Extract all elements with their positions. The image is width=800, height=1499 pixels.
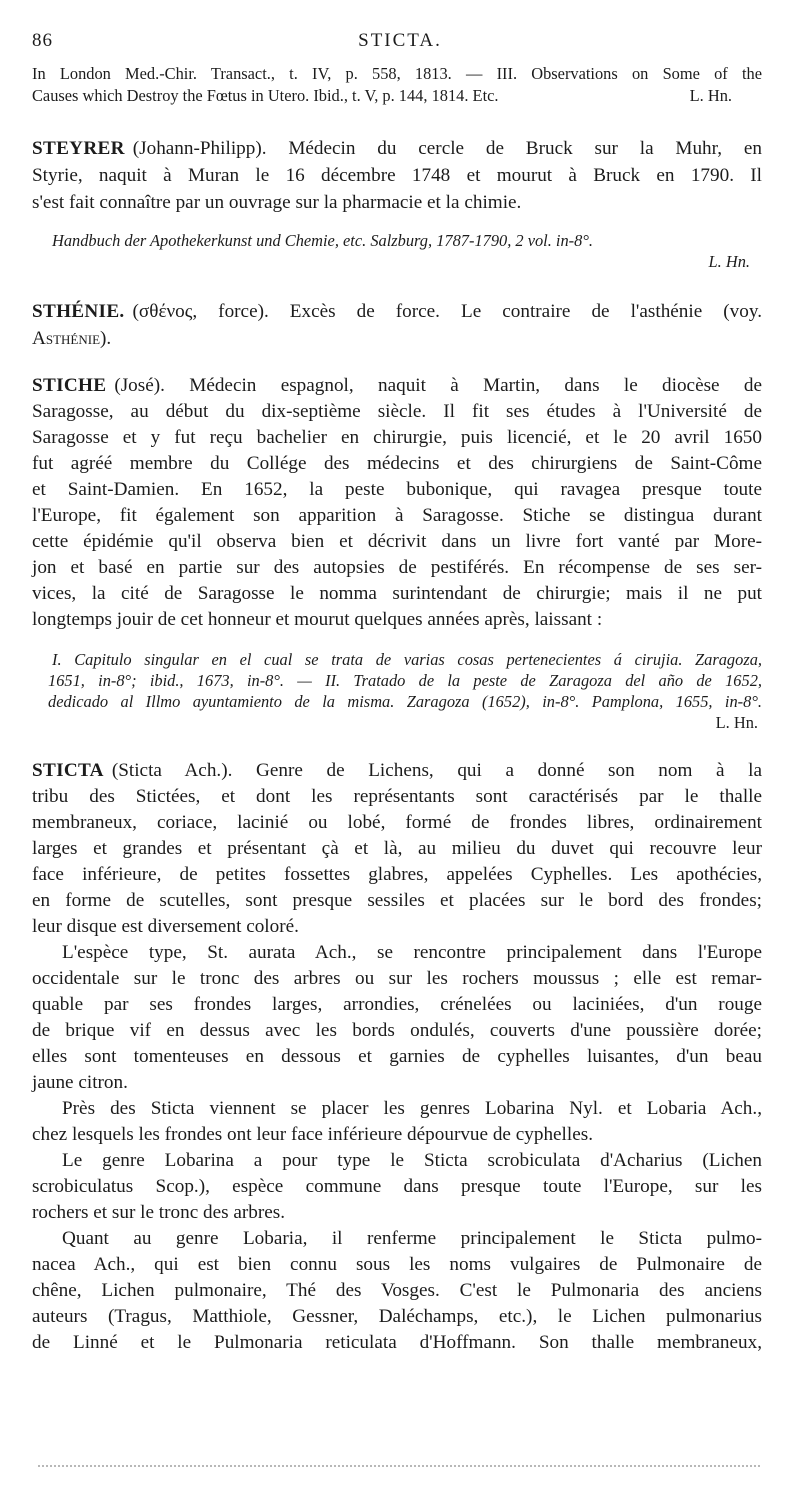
- text-line: (Johann-Philipp). Médecin du cercle de Bruck sur la Muhr, en: [132, 138, 762, 159]
- text-line: jaune citron.: [32, 1072, 128, 1093]
- text-line: longtemps jouir de cet honneur et mourut quelques années après, laissant :: [32, 609, 603, 630]
- text-line: Quant au genre Lobaria, il renferme principalement le Sticta pulmo-: [62, 1228, 762, 1249]
- text-line: quable par ses frondes larges, arrondies, crénelées ou laciniées, d'un rouge: [32, 994, 762, 1015]
- text-line: vices, la cité de Saragosse le nomma surintendant de chirurgie; mais il ne put: [32, 583, 762, 604]
- text-line: de Linné et le Pulmonaria reticulata d'Hoffmann. Son thalle membraneux,: [32, 1332, 762, 1353]
- text-line: Près des Sticta viennent se placer les genres Lobarina Nyl. et Lobaria Ach.,: [62, 1098, 762, 1119]
- text-line: chêne, Lichen pulmonaire, Thé des Vosges. C'est le Pulmonaria des anciens: [32, 1280, 762, 1301]
- bottom-dotted-rule: [38, 1465, 760, 1467]
- text-line: et Saint-Damien. En 1652, la peste bubonique, qui ravagea presque toute: [32, 479, 762, 500]
- text-line: dedicado al Illmo ayuntamiento de la misma. Zaragoza (1652), in-8°. Pamplona, 1655, in-8°.: [48, 692, 762, 711]
- running-head: [32, 30, 768, 58]
- text-line: Asthénie).: [32, 328, 112, 349]
- text-line: jon et basé en partie sur des autopsies de pestiférés. En récompense de ses ser-: [32, 557, 762, 578]
- text-line: en forme de scutelles, sont presque sessiles et placées sur le bord des frondes;: [32, 890, 762, 911]
- text-line: I. Capitulo singular en el cual se trata de varias cosas pertenecientes á cirujia. Zaragoza,: [52, 650, 762, 669]
- text-line: occidentale sur le tronc des arbres ou sur les rochers moussus ; elle est remar-: [32, 968, 762, 989]
- text-line: fut agréé membre du Collége des médecins et des chirurgiens de Saint-Côme: [32, 453, 762, 474]
- text-line: leur disque est diversement coloré.: [32, 916, 299, 937]
- text-line: elles sont tomenteuses en dessous et garnies de cyphelles luisantes, d'un beau: [32, 1046, 762, 1067]
- text-line: L'espèce type, St. aurata Ach., se rencontre principalement dans l'Europe: [62, 942, 762, 963]
- text-line: scrobiculatus Scop.), espèce commune dans presque toute l'Europe, sur les: [32, 1176, 762, 1197]
- text-line: de brique vif en dessus avec les bords ondulés, couverts d'une poussière dorée;: [32, 1020, 762, 1041]
- text-line: In London Med.-Chir. Transact., t. IV, p. 558, 1813. — III. Observations on Some of the: [32, 64, 762, 83]
- entry-headword: STICHE: [32, 375, 107, 396]
- signature: L. Hn.: [715, 713, 758, 732]
- text-line: nacea Ach., qui est bien connu sous les noms vulgaires de Pulmonaire de: [32, 1254, 762, 1275]
- text-line: (Sticta Ach.). Genre de Lichens, qui a donné son nom à la: [111, 760, 762, 781]
- text-line: Saragosse et y fut reçu bachelier en chirurgie, puis licencié, et le 20 avril 1650: [32, 427, 762, 448]
- text-line: rochers et sur le tronc des arbres.: [32, 1202, 286, 1223]
- text-line: Le genre Lobarina a pour type le Sticta scrobiculata d'Acharius (Lichen: [62, 1150, 762, 1171]
- text-line: Causes which Destroy the Fœtus in Utero. Ibid., t. V, p. 144, 1814. Etc.: [32, 86, 499, 105]
- signature: L. Hn.: [708, 252, 750, 271]
- entry-headword: STEYRER: [32, 138, 125, 159]
- text-line: membraneux, coriace, lacinié ou lobé, formé de frondes libres, ordinairement: [32, 812, 762, 833]
- text-line: chez lesquels les frondes ont leur face inférieure dépourvue de cyphelles.: [32, 1124, 593, 1145]
- signature: L. Hn.: [689, 86, 732, 105]
- text-line: s'est fait connaître par un ouvrage sur la pharmacie et la chimie.: [32, 192, 522, 213]
- text-line: Saragosse, au début du dix-septième siècle. Il fit ses études à l'Université de: [32, 401, 762, 422]
- entry-headword: STICTA: [32, 760, 104, 781]
- page-number: 86: [32, 30, 53, 51]
- text-line: Styrie, naquit à Muran le 16 décembre 1748 et mourut à Bruck en 1790. Il: [32, 165, 762, 186]
- text-line: cette épidémie qu'il observa bien et décrivit dans un livre fort vanté par More-: [32, 531, 762, 552]
- text-line: (σθένος, force). Excès de force. Le contraire de l'asthénie (voy.: [132, 301, 762, 322]
- text-line: face inférieure, de petites fossettes glabres, appelées Cyphelles. Les apothécies,: [32, 864, 762, 885]
- text-line: 1651, in-8°; ibid., 1673, in-8°. — II. Tratado de la peste de Zaragoza del año de 1652,: [48, 671, 762, 690]
- text-line: (José). Médecin espagnol, naquit à Martin, dans le diocèse de: [114, 375, 762, 396]
- running-title: STICTA.: [358, 30, 442, 51]
- text-line: l'Europe, fit également son apparition à Saragosse. Stiche se distingua durant: [32, 505, 762, 526]
- text-line: larges et grandes et présentant çà et là, au milieu du duvet qui recouvre leur: [32, 838, 762, 859]
- text-line: tribu des Stictées, et dont les représentants sont caractérisés par le thalle: [32, 786, 762, 807]
- text-line: auteurs (Tragus, Matthiole, Gessner, Daléchamps, etc.), le Lichen pulmonarius: [32, 1306, 762, 1327]
- text-line: Handbuch der Apothekerkunst und Chemie, etc. Salzburg, 1787-1790, 2 vol. in-8°.: [52, 231, 593, 250]
- entry-headword: STHÉNIE.: [32, 301, 125, 322]
